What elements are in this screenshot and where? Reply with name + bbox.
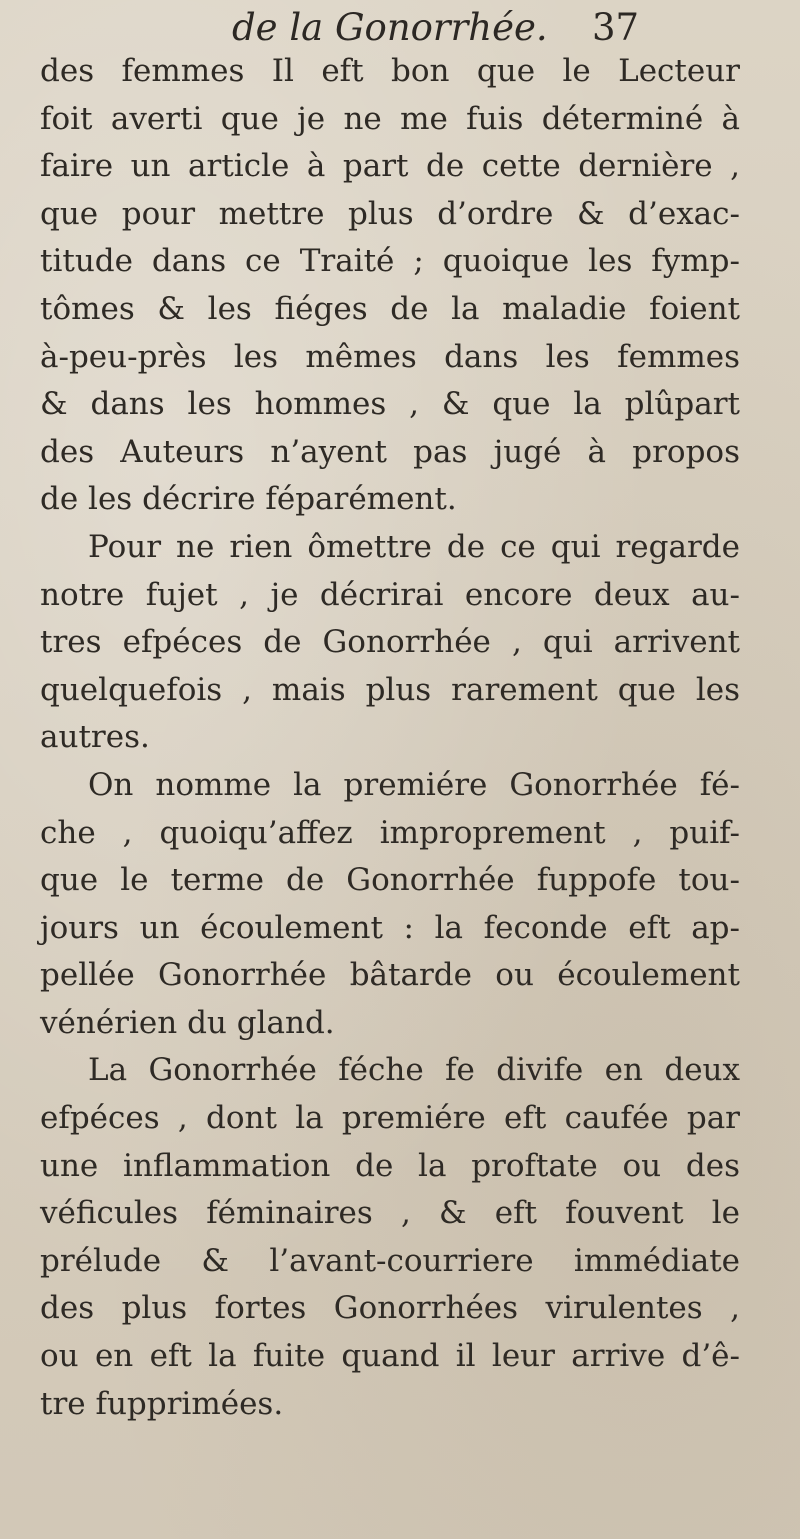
text-line: efpéces , dont la premiére eft caufée par xyxy=(40,1100,740,1137)
text-line: notre fujet , je décrirai encore deux au- xyxy=(40,576,740,613)
running-title: de la Gonorrhée. xyxy=(232,6,548,49)
text-line: jours un écoulement : la feconde eft ap- xyxy=(40,909,740,946)
text-line: des plus fortes Gonorrhées virulentes , xyxy=(40,1290,740,1327)
text-line: que pour mettre plus d’ordre & d’exac- xyxy=(40,195,740,232)
text-line: titude dans ce Traité ; quoique les fymp- xyxy=(40,243,740,280)
text-line: tres efpéces de Gonorrhée , qui arrivent xyxy=(40,624,740,661)
text-line: quelquefois , mais plus rarement que les xyxy=(40,671,740,708)
text-line: pellée Gonorrhée bâtarde ou écoulement xyxy=(40,957,740,994)
text-line: des Auteurs n’ayent pas jugé à propos xyxy=(40,433,740,470)
text-line: des femmes Il eft bon que le Lecteur xyxy=(40,53,740,89)
text-line: foit averti que je ne me fuis déterminé à xyxy=(40,100,740,137)
text-line: faire un article à part de cette dernière , xyxy=(40,148,740,185)
text-line: ou en eft la fuite quand il leur arrive d’ê- xyxy=(40,1338,740,1375)
body-text xyxy=(40,48,740,1428)
text-line: de les décrire féparément. xyxy=(40,481,457,518)
text-line: véficules féminaires , & eft fouvent le xyxy=(40,1195,740,1232)
running-head xyxy=(0,4,800,52)
page-number: 37 xyxy=(592,6,640,49)
text-line: & dans les hommes , & que la plûpart xyxy=(40,386,740,423)
text-line: autres. xyxy=(40,719,150,756)
paragraph-start-line: On nomme la premiére Gonorrhée fé- xyxy=(88,766,740,803)
paragraph-start-line: Pour ne rien ômettre de ce qui regarde xyxy=(88,528,740,565)
text-line: che , quoiqu’affez improprement , puif- xyxy=(40,814,740,851)
text-line: prélude & l’avant-courriere immédiate xyxy=(40,1242,740,1279)
text-line: que le terme de Gonorrhée fuppofe tou- xyxy=(40,862,740,899)
text-line: vénérien du gland. xyxy=(40,1004,335,1041)
text-line: tômes & les fiéges de la maladie foient xyxy=(40,290,740,327)
paragraph-start-line: La Gonorrhée féche fe divife en deux xyxy=(88,1052,740,1089)
text-line: une inflammation de la proftate ou des xyxy=(40,1147,740,1184)
text-line: à-peu-près les mêmes dans les femmes xyxy=(40,338,740,375)
text-line: tre fupprimées. xyxy=(40,1385,284,1422)
